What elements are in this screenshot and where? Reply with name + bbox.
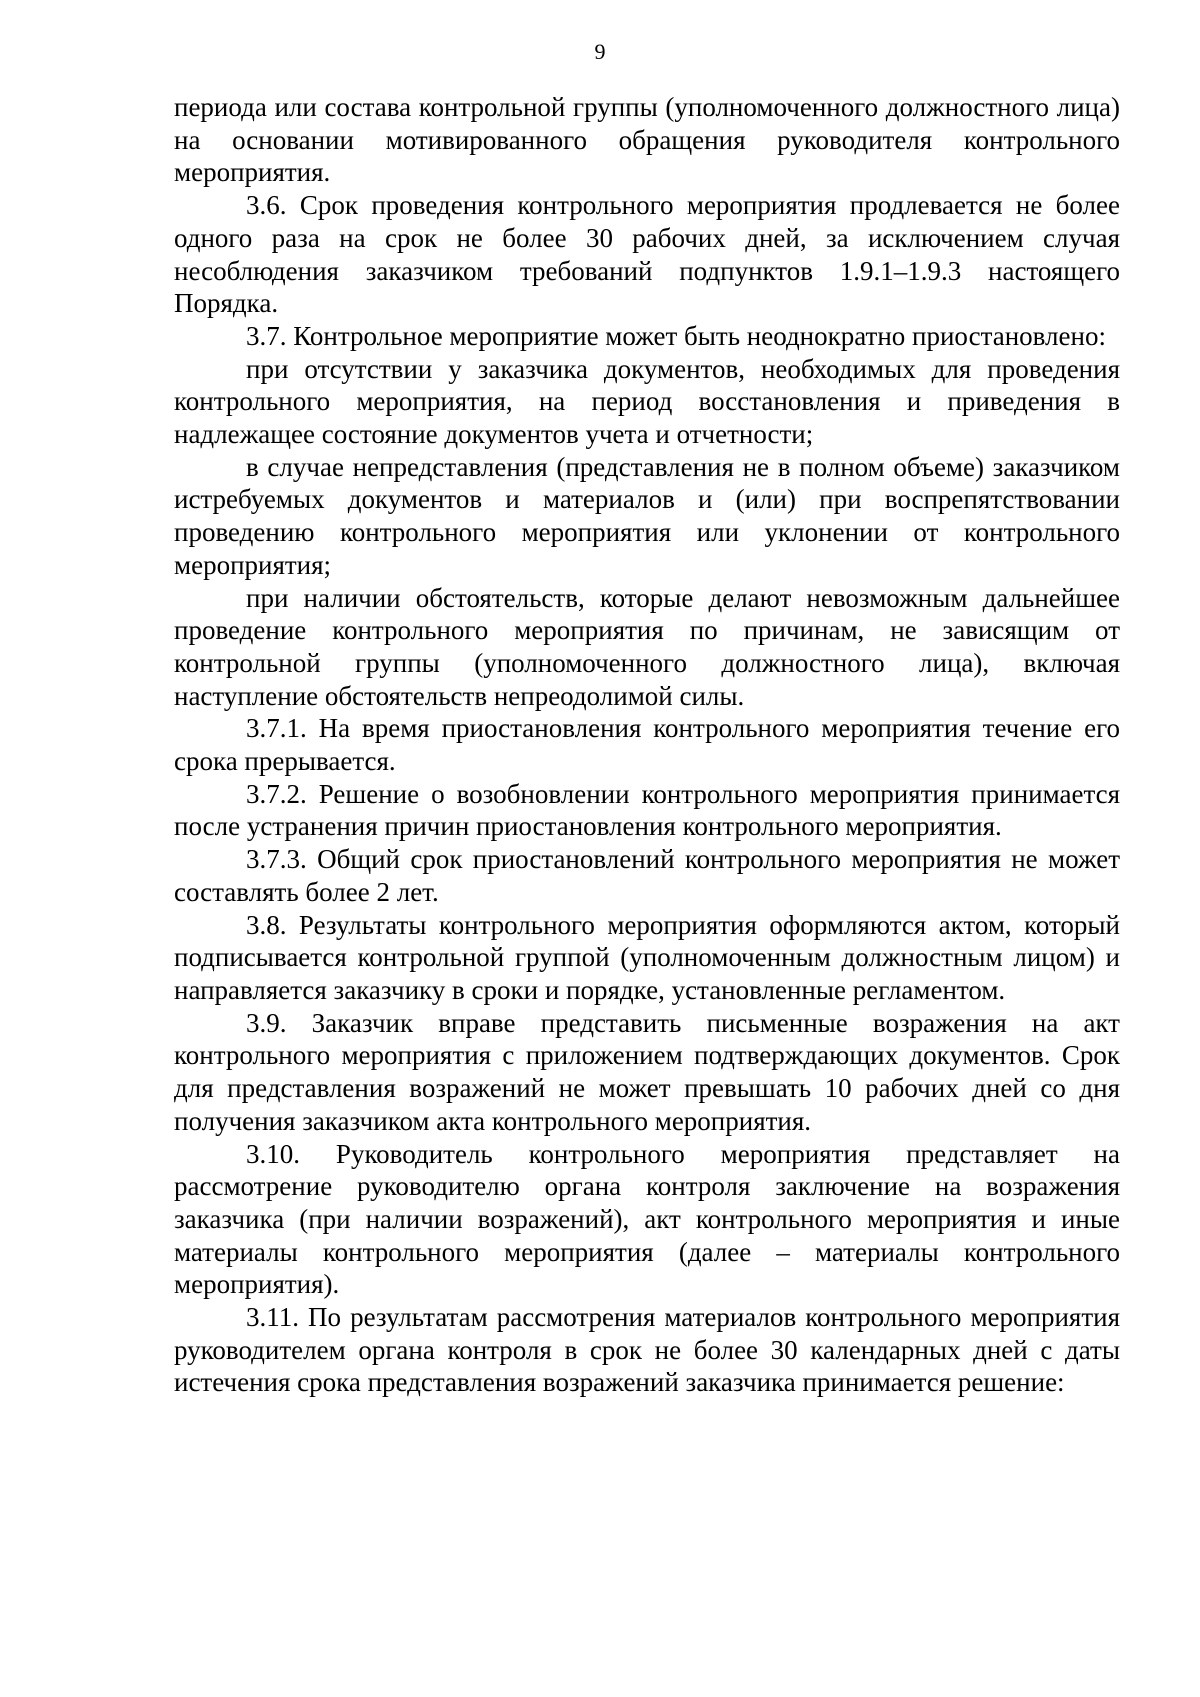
paragraph-3-11: 3.11. По результатам рассмотрения материалов контрольного мероприятия руководителем органа контроля в срок не более 30 календарных дней с даты истечения срока представления возражений заказчика принимается решение:: [174, 1302, 1120, 1398]
paragraph-3-7-3: 3.7.3. Общий срок приостановлений контрольного мероприятия не может составлять более 2 лет.: [174, 844, 1120, 907]
paragraph-3-7-case-1: при отсутствии у заказчика документов, необходимых для проведения контрольного мероприятия, на период восстановления и приведения в надлежащее состояние документов учета и отчетности;: [174, 353, 1120, 450]
paragraph-3-6: 3.6. Срок проведения контрольного мероприятия продлевается не более одного раза на срок не более 30 рабочих дней, за исключением случая несоблюдения заказчиком требований подпунктов 1.9.1–1.9.3 настоящего Порядка.: [174, 190, 1120, 319]
paragraph-3-10: 3.10. Руководитель контрольного мероприятия представляет на рассмотрение руководителю органа контроля заключение на возражения заказчика (при наличии возражений), акт контрольного мероприятия и иные материалы контрольного мероприятия (далее – материалы контрольного мероприятия).: [174, 1138, 1120, 1300]
paragraph-continuation: периода или состава контрольной группы (уполномоченного должностного лица) на основании мотивированного обращения руководителя контрольного мероприятия.: [174, 92, 1120, 188]
document-body: [174, 91, 1120, 1399]
paragraph-3-7-1: 3.7.1. На время приостановления контрольного мероприятия течение его срока прерывается.: [174, 713, 1120, 777]
paragraph-3-7: 3.7. Контрольное мероприятие может быть неоднократно приостановлено:: [246, 320, 1106, 351]
paragraph-3-7-2: 3.7.2. Решение о возобновлении контрольного мероприятия принимается после устранения причин приостановления контрольного мероприятия.: [174, 778, 1120, 842]
page-number: 9: [594, 39, 606, 64]
paragraph-3-7-case-2: в случае непредставления (представления не в полном объеме) заказчиком истребуемых документов и материалов и (или) при воспрепятствовании проведению контрольного мероприятия или уклонении от контрольного мероприятия;: [174, 451, 1120, 580]
paragraph-3-9: 3.9. Заказчик вправе представить письменные возражения на акт контрольного мероприятия с приложением подтверждающих документов. Срок для представления возражений не может превышать 10 рабочих дней со дня получения заказчиком акта контрольного мероприятия.: [174, 1007, 1120, 1136]
paragraph-3-8: 3.8. Результаты контрольного мероприятия оформляются актом, который подписывается контрольной группой (уполномоченным должностным лицом) и направляется заказчику в сроки и порядке, установленные регламентом.: [174, 909, 1120, 1005]
paragraph-3-7-case-3: при наличии обстоятельств, которые делают невозможным дальнейшее проведение контрольного мероприятия по причинам, не зависящим от контрольной группы (уполномоченного должностного лица), включая наступление обстоятельств непреодолимой силы.: [174, 582, 1120, 711]
